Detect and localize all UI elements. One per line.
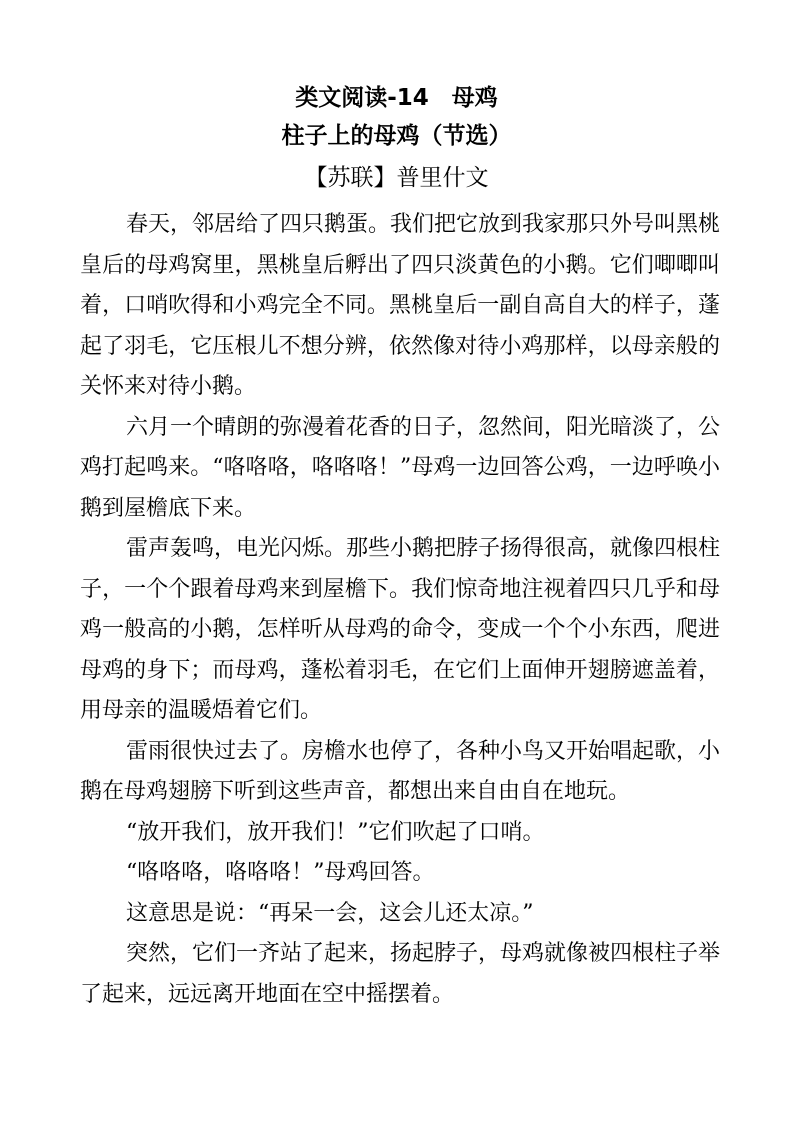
document-title: 类文阅读-14 母鸡 (295, 85, 498, 111)
paragraph: 雷雨很快过去了。房檐水也停了，各种小鸟又开始唱起歌，小鹅在母鸡翅膀下听到这些声音，都想出来自由自在地玩。 (80, 738, 721, 804)
paragraph: “放开我们，放开我们！”它们吹起了口哨。 (126, 819, 545, 845)
paragraph: 这意思是说：“再呆一会，这会儿还太凉。” (126, 900, 534, 926)
paragraph: “咯咯咯，咯咯咯！”母鸡回答。 (126, 860, 435, 885)
article-title: 柱子上的母鸡（节选） (281, 123, 512, 149)
paragraph: 春天，邻居给了四只鹅蛋。我们把它放到我家那只外号叫黑桃皇后的母鸡窝里，黑桃皇后孵出了四只淡黄色的小鹅。它们唧唧叫着，口哨吹得和小鸡完全不同。黑桃皇后一副自高自大的样子，蓬起了羽毛，它压根儿不想分辨，依然像对待小鸡那样，以母亲般的关怀来对待小鹅。 (80, 212, 721, 399)
paragraph: 突然，它们一齐站了起来，扬起脖子，母鸡就像被四根柱子举了起来，远远离开地面在空中摇摆着。 (80, 941, 721, 1007)
paragraph: 六月一个晴朗的弥漫着花香的日子，忽然间，阳光暗淡了，公鸡打起鸣来。“咯咯咯，咯咯咯！”母鸡一边回答公鸡，一边呼唤小鹅到屋檐底下来。 (80, 414, 721, 521)
paragraph: 雷声轰鸣，电光闪烁。那些小鹅把脖子扬得很高，就像四根柱子，一个个跟着母鸡来到屋檐下。我们惊奇地注视着四只几乎和母鸡一般高的小鹅，怎样听从母鸡的命令，变成一个个小东西，爬进母鸡的身下；而母鸡，蓬松着羽毛，在它们上面伸开翅膀遮盖着，用母亲的温暖焐着它们。 (80, 536, 721, 723)
article-body (80, 205, 720, 1015)
article-author: 【苏联】普里什文 (304, 165, 489, 191)
